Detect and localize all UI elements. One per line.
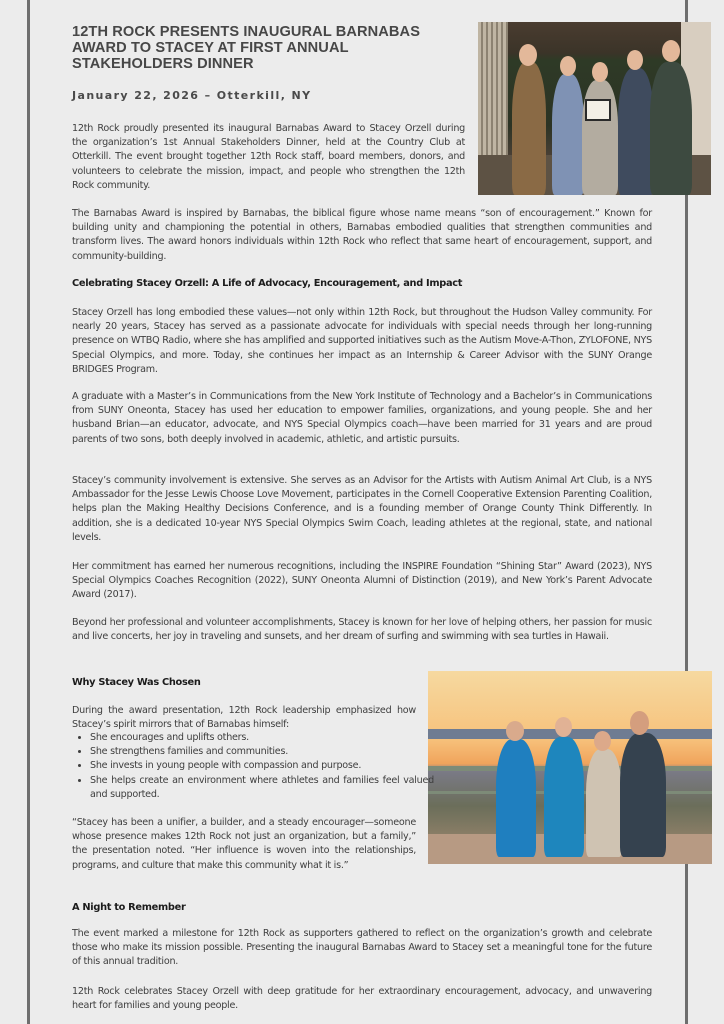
person-2-head <box>560 56 576 76</box>
person-1-head <box>519 44 537 66</box>
personal-interests-paragraph: Beyond her professional and volunteer accomplishments, Stacey is known for her love of helping others, her passion for music and live concerts, her joy in traveling and sunsets, and her dream of surfing and swimming with sea turtles in Hawaii. <box>72 617 652 643</box>
page-border-left <box>27 0 30 1024</box>
why-chosen-intro: During the award presentation, 12th Rock leadership emphasized how Stacey’s spirit mirrors that of Barnabas himself: <box>72 705 416 731</box>
person-2 <box>552 74 584 195</box>
person-3 <box>582 80 618 195</box>
list-item: • She invests in young people with compassion and purpose. <box>90 759 434 773</box>
night-heading: A Night to Remember <box>72 902 186 913</box>
person-3 <box>586 749 622 857</box>
person-5-head <box>662 40 680 62</box>
award-description-paragraph: The Barnabas Award is inspired by Barnabas, the biblical figure whose name means “son of encouragement.” Known for building unity and championing the potential in others, Barnabas embodied qualities that strengthen communities and transform lives. The award honors individuals within 12th Rock who reflect that same heart of encouragement, support, and community-building. <box>72 208 652 262</box>
closing-paragraph: 12th Rock celebrates Stacey Orzell with deep gratitude for her extraordinary encouragement, advocacy, and unwavering heart for families and young people. <box>72 986 652 1012</box>
award-presentation-photo <box>478 22 711 195</box>
recognitions-paragraph: Her commitment has earned her numerous recognitions, including the INSPIRE Foundation “Shining Star” Award (2023), NYS Special Olympics Coaches Recognition (2022), SUNY Oneonta Alumni of Distinction (2019), and New York’s Parent Advocate Award (2017). <box>72 561 652 601</box>
person-4-head <box>627 50 643 70</box>
celebrating-paragraph-2: A graduate with a Master’s in Communications from the New York Institute of Technology and a Bachelor’s in Communications from SUNY Oneonta, Stacey has used her education to empower families, organizations, and young people. She and her husband Brian—an educator, advocate, and NYS Special Olympics coach—have been married for 31 years and are proud parents of two sons, both deeply involved in academic, athletic, and artistic pursuits. <box>72 391 652 445</box>
list-item: • She strengthens families and communities. <box>90 745 434 759</box>
celebrating-heading: Celebrating Stacey Orzell: A Life of Advocacy, Encouragement, and Impact <box>72 278 463 289</box>
celebrating-paragraph-3: Stacey’s community involvement is extensive. She serves as an Advisor for the Artists with Autism Animal Art Club, is a NYS Ambassador for the Jesse Lewis Choose Love Movement, participates in the Cornell Cooperative Extension Parenting Coalition, helps plan the Making Healthy Decisions Conference, and is a founding member of Orange County Think Differently. In addition, she is a dedicated 10-year NYS Special Olympics Swim Coach, leading athletes at the regional, state, and national levels. <box>72 475 652 543</box>
presentation-quote: “Stacey has been a unifier, a builder, and a steady encourager—someone whose presence makes 12th Rock not just an organization, but a family,” the presentation noted. “Her influence is woven into the relationships, programs, and culture that make this community what it is.” <box>72 817 416 871</box>
intro-paragraph: 12th Rock proudly presented its inaugural Barnabas Award to Stacey Orzell during the organization’s 1st Annual Stakeholders Dinner, held at the Country Club at Otterkill. The event brought together 12th Rock staff, board members, donors, and volunteers to celebrate the mission, impact, and people who strengthen the 12th Rock community. <box>72 123 465 191</box>
person-2-head <box>555 717 572 737</box>
family-sunset-photo <box>428 671 712 864</box>
night-paragraph-1: The event marked a milestone for 12th Rock as supporters gathered to reflect on the organization’s growth and celebrate those who make its mission possible. Presenting the inaugural Barnabas Award to Stacey set a meaningful tone for the future of this annual tradition. <box>72 928 652 968</box>
article-headline: 12TH ROCK PRESENTS INAUGURAL BARNABAS AWARD TO STACEY AT FIRST ANNUAL STAKEHOLDERS DINNER <box>72 24 421 72</box>
celebrating-paragraph-1: Stacey Orzell has long embodied these values—not only within 12th Rock, but throughout the Hudson Valley community. For nearly 20 years, Stacey has served as a passionate advocate for individuals with special needs through her long-running presence on WTBQ Radio, where she has amplified and supported initiatives such as the Autism Move-A-Thon, ZYLOFONE, NYS Special Olympics, and more. Today, she continues her impact as an Internship & Career Advisor with the SUNY Orange BRIDGES Program. <box>72 307 652 375</box>
qualities-list <box>72 731 434 802</box>
why-chosen-heading: Why Stacey Was Chosen <box>72 677 201 688</box>
person-4 <box>620 733 666 857</box>
list-item: • She encourages and uplifts others. <box>90 731 434 745</box>
curtain <box>478 22 508 172</box>
person-3-head <box>594 731 611 751</box>
award-certificate <box>585 99 611 121</box>
person-5 <box>650 62 692 195</box>
person-4-head <box>630 711 649 735</box>
person-1 <box>512 62 546 195</box>
dateline: January 22, 2026 – Otterkill, NY <box>72 89 312 102</box>
person-1 <box>496 739 536 857</box>
person-2 <box>544 737 584 857</box>
person-1-head <box>506 721 524 741</box>
person-3-head <box>592 62 608 82</box>
person-4 <box>618 68 654 195</box>
list-item: • She helps create an environment where athletes and families feel valued and supported. <box>90 774 434 802</box>
